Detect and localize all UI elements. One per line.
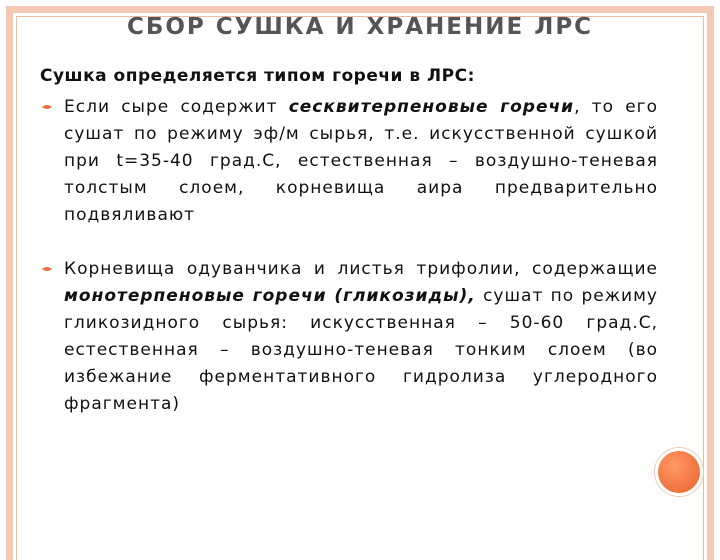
orange-circle-decoration [655, 448, 703, 496]
bullet-item-sesquiterpene [40, 94, 658, 229]
bullet-text-after: , то его сушат по режиму эф/м сырья, т.е. искусственной сушкой при t=35-40 град.С, естественная – воздушно-теневая толстым слоем, корневища аира предварительно подвяливают [64, 97, 658, 225]
bullet-text-before: Корневища одуванчика и листья трифолии, содержащие [64, 259, 658, 279]
bullet-item-monoterpene [40, 256, 658, 418]
bullet-icon [41, 265, 53, 273]
bullet-emphasis: сесквитерпеновые горечи [288, 97, 575, 117]
slide-content [40, 66, 658, 445]
slide-subheading: Сушка определяется типом горечи в ЛРС: [40, 66, 475, 86]
bullet-text-before: Если сыре содержит [64, 97, 289, 117]
bullet-icon [41, 103, 53, 111]
slide-title: СБОР СУШКА И ХРАНЕНИЕ ЛРС [126, 14, 594, 40]
bullet-emphasis: монотерпеновые горечи (гликозиды), [64, 286, 476, 306]
bullet-text-after: сушат по режиму гликозидного сырья: искусственная – 50-60 град.С, естественная – воздушно-теневая тонким слоем (во избежание ферментативного гидролиза углеродного фрагмента) [64, 286, 658, 414]
